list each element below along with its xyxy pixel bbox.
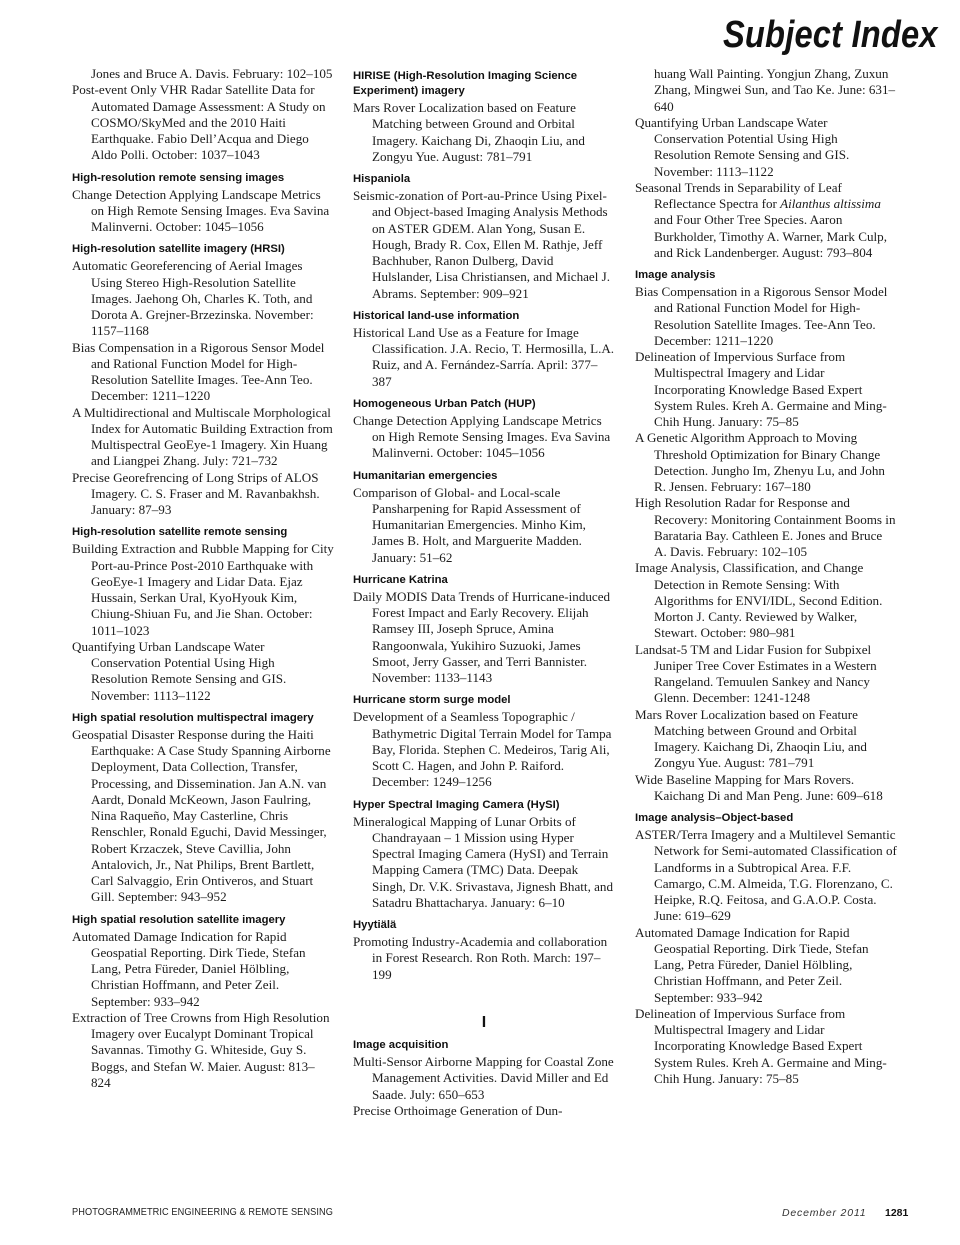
index-heading: Hurricane Katrina: [353, 573, 448, 586]
footer-issue-date: December 2011: [782, 1207, 867, 1219]
index-entry: [635, 180, 897, 261]
index-entry: Comparison of Global- and Local-scale Pansharpening for Rapid Assessment of Humanitarian Emergencies. Minho Kim, James B. Holt, and Marguerite Madden. January: 51–62: [353, 484, 586, 565]
index-entry: Multi-Sensor Airborne Mapping for Coastal Zone Management Activities. David Miller and Ed Saade. July: 650–653: [353, 1054, 614, 1102]
index-entry: Extraction of Tree Crowns from High Resolution Imagery over Eucalypt Dominant Tropical Savannas. Timothy G. Whiteside, Guy S. Boggs, and Stefan W. Maier. August: 813–824: [72, 1009, 330, 1090]
index-entry-continuation: Jones and Bruce A. Davis. February: 102–105: [91, 66, 333, 81]
section-letter: I: [481, 1013, 487, 1031]
index-heading: Image acquisition: [353, 1039, 449, 1051]
footer-page-number: 1281: [885, 1207, 909, 1219]
index-entry: A Multidirectional and Multiscale Morphological Index for Automatic Building Extraction from Multispectral GeoEye-1 Imagery. Xin Huang and Liangpei Zhang. July: 721–732: [72, 404, 333, 469]
index-heading: Humanitarian emergencies: [353, 469, 498, 482]
index-entry: Historical Land Use as a Feature for Image Classification. J.A. Recio, T. Hermosilla, L.A. Ruiz, and A. Fernández-Sarría. April: 377–387: [353, 324, 615, 389]
index-entry: Change Detection Applying Landscape Metrics on High Remote Sensing Images. Eva Savina Malinverni. October: 1045–1056: [72, 186, 330, 234]
index-entry: Automated Damage Indication for Rapid Geospatial Reporting. Dirk Tiede, Stefan Lang, Petra Füreder, Daniel Hölbling, Christian Hoffmann, and Peter Zeil. September: 933–942: [72, 928, 306, 1009]
index-entry: Image Analysis, Classification, and Change Detection in Remote Sensing: With Algorithms for ENVI/IDL, Second Edition. Morton J. Canty. Reviewed by Walker, Stewart. October: 980–981: [635, 560, 883, 641]
index-entry: Delineation of Impervious Surface from Multispectral Imagery and Lidar Incorporating Knowledge Based Expert System Rules. Kreh A. Germaine and Ming-Chih Hung. January: 75–85: [635, 349, 887, 429]
index-entry: Seismic-zonation of Port-au-Prince Using Pixel- and Object-based Imaging Analysis Methods on ASTER GDEM. Alan Yong, Susan E. Hough, Brady R. Cox, Ellen M. Rathje, Jeff Bachhuber, Ranon Dulberg, David Hulslander, Lisa Christiansen, and Michael J. Abrams. September: 909–921: [353, 188, 611, 301]
footer-journal-name: PHOTOGRAMMETRIC ENGINEERING & REMOTE SENSING: [72, 1207, 333, 1218]
index-entry: Building Extraction and Rubble Mapping for City Port-au-Prince Post-2010 Earthquake with GeoEye-1 Imagery and Lidar Data. Ejaz Hussain, Serkan Ural, KyoHyouk Kim, Chiung-Shiuan Fu, and Jie Shan. October: 1011–1023: [72, 541, 334, 638]
index-entry: Daily MODIS Data Trends of Hurricane-induced Forest Impact and Early Recovery. Elijah Ramsey III, Joseph Spruce, Amina Rangoonwala, Yukihiro Suzuoki, James Smoot, Jerry Gasser, and Terri Bannister. November: 1133–1143: [353, 588, 611, 685]
index-entry: Change Detection Applying Landscape Metrics on High Remote Sensing Images. Eva Savina Malinverni. October: 1045–1056: [353, 412, 611, 461]
index-entry: Wide Baseline Mapping for Mars Rovers. Kaichang Di and Man Peng. June: 609–618: [635, 771, 883, 803]
entry-text: and Four Other Tree Species. Aaron Burkholder, Timothy A. Warner, Mark Culp, and Rick Landenberger. August: 793–804: [654, 212, 887, 260]
index-entry: Quantifying Urban Landscape Water Conservation Potential Using High Resolution Remote Sensing and GIS. November: 1113–1122: [72, 638, 287, 703]
species-name: Ailanthus altissima: [780, 196, 881, 211]
index-heading: Hyper Spectral Imaging Camera (HySI): [353, 798, 560, 811]
index-heading: High spatial resolution satellite imagery: [72, 913, 286, 926]
index-heading: Homogeneous Urban Patch (HUP): [353, 397, 536, 410]
index-heading: Historical land-use information: [353, 309, 520, 322]
index-column-1: [72, 66, 334, 1091]
index-column-2: [353, 69, 615, 1119]
index-entry: Promoting Industry-Academia and collaboration in Forest Research. Ron Roth. March: 197–199: [353, 934, 608, 982]
index-column-3: [635, 66, 897, 1087]
index-heading: Image analysis–Object-based: [635, 812, 794, 824]
index-heading: High-resolution satellite imagery (HRSI): [72, 243, 285, 256]
index-heading: Hyytiälä: [353, 919, 397, 931]
index-heading: Image analysis: [635, 269, 716, 281]
index-entry: Geospatial Disaster Response during the Haiti Earthquake: A Case Study Spanning Airborne Deployment, Data Collection, Transfer, Processing, and Dissemination. Jan A.N. van Aardt, Donald McKeown, Jason Faulring, Nina Raqueño, May Casterline, Chris Renschler, Ronald Eguchi, David Messinger, Robert Krzaczek, Steve Cavillia, John Antalovich, Jr., Nat Philips, Brent Bartlett, Carl Salvaggio, Erin Ontiveros, and Stuart Gill. September: 943–952: [72, 726, 331, 905]
index-heading: High spatial resolution multispectral imagery: [72, 711, 314, 724]
index-heading: High-resolution remote sensing images: [72, 171, 285, 184]
index-entry: Bias Compensation in a Rigorous Sensor Model and Rational Function Model for High-Resolution Satellite Images. Tee-Ann Teo. December: 1211–1220: [72, 339, 325, 404]
index-heading: HIRISE (High-Resolution Imaging Science Experiment) imagery: [353, 70, 578, 97]
page-title: Subject Index: [723, 14, 938, 56]
index-entry: Mars Rover Localization based on Feature Matching between Ground and Orbital Imagery. Kaichang Di, Zhaoqin Liu, and Zongyu Yue. August: 781–791: [635, 706, 867, 771]
index-entry: Post-event Only VHR Radar Satellite Data for Automated Damage Assessment: A Study on COSMO/SkyMed and the 2010 Haiti Earthquake. Fabio Dell’Acqua and Diego Aldo Polli. October: 1037–1043: [72, 82, 326, 163]
index-entry: Automatic Georeferencing of Aerial Images Using Stereo High-Resolution Satellite Images. Jaehong Oh, Charles K. Toth, and Dorota A. Grejner-Brzezinska. November: 1157–1168: [72, 258, 314, 339]
index-heading: Hispaniola: [353, 173, 411, 185]
index-entry: ASTER/Terra Imagery and a Multilevel Semantic Network for Semi-automated Classification of Landforms in a Subtropical Area. F.F. Camargo, C.M. Almeida, T.G. Florenzano, C. Heipke, R.Q. Feitosa, and G.A.O.P. Costa. June: 619–629: [635, 827, 897, 924]
index-entry: Precise Georefrencing of Long Strips of ALOS Imagery. C. S. Fraser and M. Ravanbakhsh. January: 87–93: [72, 469, 320, 517]
index-entry: High Resolution Radar for Response and Recovery: Monitoring Containment Booms in Barataria Bay. Cathleen E. Jones and Bruce A. Davis. February: 102–105: [635, 495, 896, 559]
index-entry: Quantifying Urban Landscape Water Conservation Potential Using High Resolution Remote Sensing and GIS. November: 1113–1122: [635, 114, 850, 179]
index-entry: Delineation of Impervious Surface from Multispectral Imagery and Lidar Incorporating Knowledge Based Expert System Rules. Kreh A. Germaine and Ming-Chih Hung. January: 75–85: [635, 1005, 887, 1086]
index-heading: High-resolution satellite remote sensing: [72, 526, 288, 539]
index-heading: Hurricane storm surge model: [353, 694, 511, 707]
index-entry: Precise Orthoimage Generation of Dun-: [353, 1102, 563, 1118]
index-entry: Mars Rover Localization based on Feature Matching between Ground and Orbital Imagery. Kaichang Di, Zhaoqin Liu, and Zongyu Yue. August: 781–791: [353, 100, 585, 164]
index-entry: Mineralogical Mapping of Lunar Orbits of Chandrayaan – 1 Mission using Hyper Spectral Imaging Camera (HySI) and Terrain Mapping Camera (TMC) Data. Deepak Singh, Dr. V.K. Srivastava, Jignesh Bhatt, and Satadru Bhattacharya. January: 6–10: [353, 813, 614, 910]
entry-text: Seasonal Trends in Separability of Leaf Reflectance Spectra for: [635, 179, 842, 211]
index-entry: Automated Damage Indication for Rapid Geospatial Reporting. Dirk Tiede, Stefan Lang, Petra Füreder, Daniel Hölbling, Christian Hoffmann, and Peter Zeil. September: 933–942: [635, 924, 869, 1005]
index-entry: Bias Compensation in a Rigorous Sensor Model and Rational Function Model for High-Resolution Satellite Images. Tee-Ann Teo. December: 1211–1220: [635, 284, 888, 348]
index-entry: A Genetic Algorithm Approach to Moving Threshold Optimization for Binary Change Detection. Jungho Im, Zhenyu Lu, and John R. Jensen. February: 167–180: [635, 430, 885, 494]
index-entry-continuation: huang Wall Painting. Yongjun Zhang, Zuxun Zhang, Mingwei Sun, and Tao Ke. June: 631–640: [654, 66, 896, 114]
index-entry: Development of a Seamless Topographic / Bathymetric Digital Terrain Model for Tampa Bay, Florida. Stephen C. Medeiros, Tarig Ali, Scott C. Hagen, and John P. Raiford. December: 1249–1256: [353, 709, 612, 790]
index-entry: Landsat-5 TM and Lidar Fusion for Subpixel Juniper Tree Cover Estimates in a Western Rangeland. Temuulen Sankey and Nancy Glenn. December: 1241-1248: [635, 641, 877, 706]
